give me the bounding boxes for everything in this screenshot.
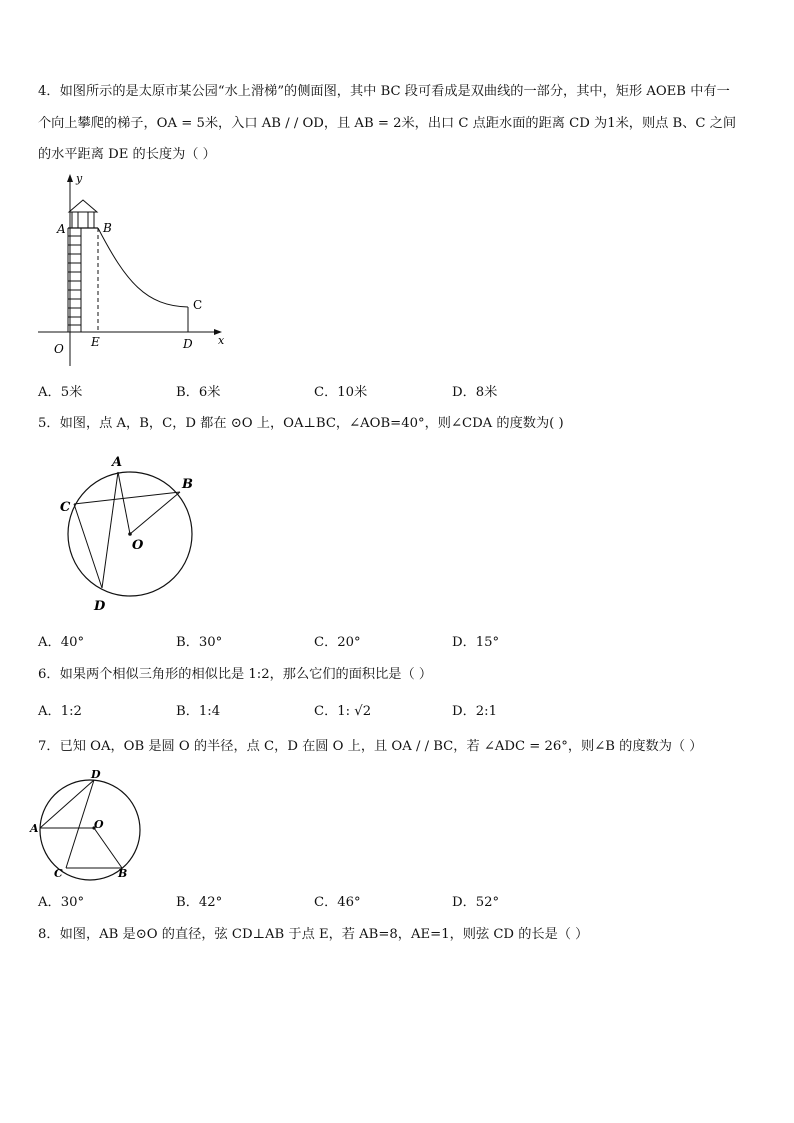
q5-label-d: D: [94, 599, 106, 614]
q5-label-c: C: [60, 500, 71, 515]
q4-label-b: B: [103, 221, 112, 235]
q7-label-b: B: [118, 867, 128, 880]
q4-option-a[interactable]: A．5米: [38, 385, 83, 400]
q4-stem-line-3: 的水平距离 DE 的长度为（ ）: [38, 147, 216, 162]
q5-figure: [52, 450, 222, 620]
q4-label-a: A: [57, 222, 66, 236]
q5-option-b[interactable]: B．30°: [176, 635, 223, 650]
q4-label-o: O: [54, 342, 64, 356]
q4-label-d: D: [183, 337, 193, 351]
q4-label-e: E: [91, 335, 100, 349]
q4-option-c[interactable]: C．10米: [314, 385, 368, 400]
q7-label-c: C: [54, 867, 63, 880]
q7-label-a: A: [30, 822, 39, 835]
q5-label-b: B: [182, 477, 193, 492]
q7-label-o: O: [94, 818, 104, 831]
q7-label-d: D: [91, 768, 101, 781]
q5-label-o: O: [132, 538, 144, 553]
q7-stem: 7．已知 OA，OB 是圆 O 的半径，点 C，D 在圆 O 上，且 OA / / BC，若 ∠ADC = 26°，则∠B 的度数为（ ）: [38, 739, 703, 754]
q4-figure: [36, 172, 236, 372]
q4-option-b[interactable]: B．6米: [176, 385, 221, 400]
q7-option-d[interactable]: D．52°: [452, 895, 500, 910]
q6-option-d[interactable]: D．2:1: [452, 704, 497, 719]
q6-option-a[interactable]: A．1:2: [38, 704, 82, 719]
q7-figure: [30, 768, 156, 888]
q4-label-y: y: [76, 172, 83, 185]
q5-option-d[interactable]: D．15°: [452, 635, 500, 650]
q7-option-a[interactable]: A．30°: [38, 895, 85, 910]
q4-option-d[interactable]: D．8米: [452, 385, 498, 400]
q5-label-a: A: [112, 455, 123, 470]
q4-stem-line-1: 4．如图所示的是太原市某公园“水上滑梯”的侧面图，其中 BC 段可看成是双曲线的一部分，其中，矩形 AOEB 中有一: [38, 84, 730, 99]
q5-option-c[interactable]: C．20°: [314, 635, 361, 650]
q8-stem: 8．如图，AB 是⊙O 的直径，弦 CD⊥AB 于点 E，若 AB=8，AE=1，则弦 CD 的长是（ ）: [38, 927, 589, 942]
q6-stem: 6．如果两个相似三角形的相似比是 1:2，那么它们的面积比是（ ）: [38, 667, 433, 682]
q4-label-x: x: [218, 334, 225, 347]
q5-stem: 5．如图，点 A，B，C，D 都在 ⊙O 上，OA⊥BC，∠AOB=40°，则∠CDA 的度数为( ): [38, 416, 564, 431]
q5-option-a[interactable]: A．40°: [38, 635, 85, 650]
q4-stem-line-2: 个向上攀爬的梯子，OA = 5米，入口 AB / / OD，且 AB = 2米，出口 C 点距水面的距离 CD 为1米，则点 B、C 之间: [38, 116, 737, 131]
q6-option-c[interactable]: C．1: √2: [314, 704, 372, 719]
q7-option-b[interactable]: B．42°: [176, 895, 223, 910]
q6-option-b[interactable]: B．1:4: [176, 704, 221, 719]
q4-label-c: C: [193, 298, 203, 312]
q7-option-c[interactable]: C．46°: [314, 895, 361, 910]
